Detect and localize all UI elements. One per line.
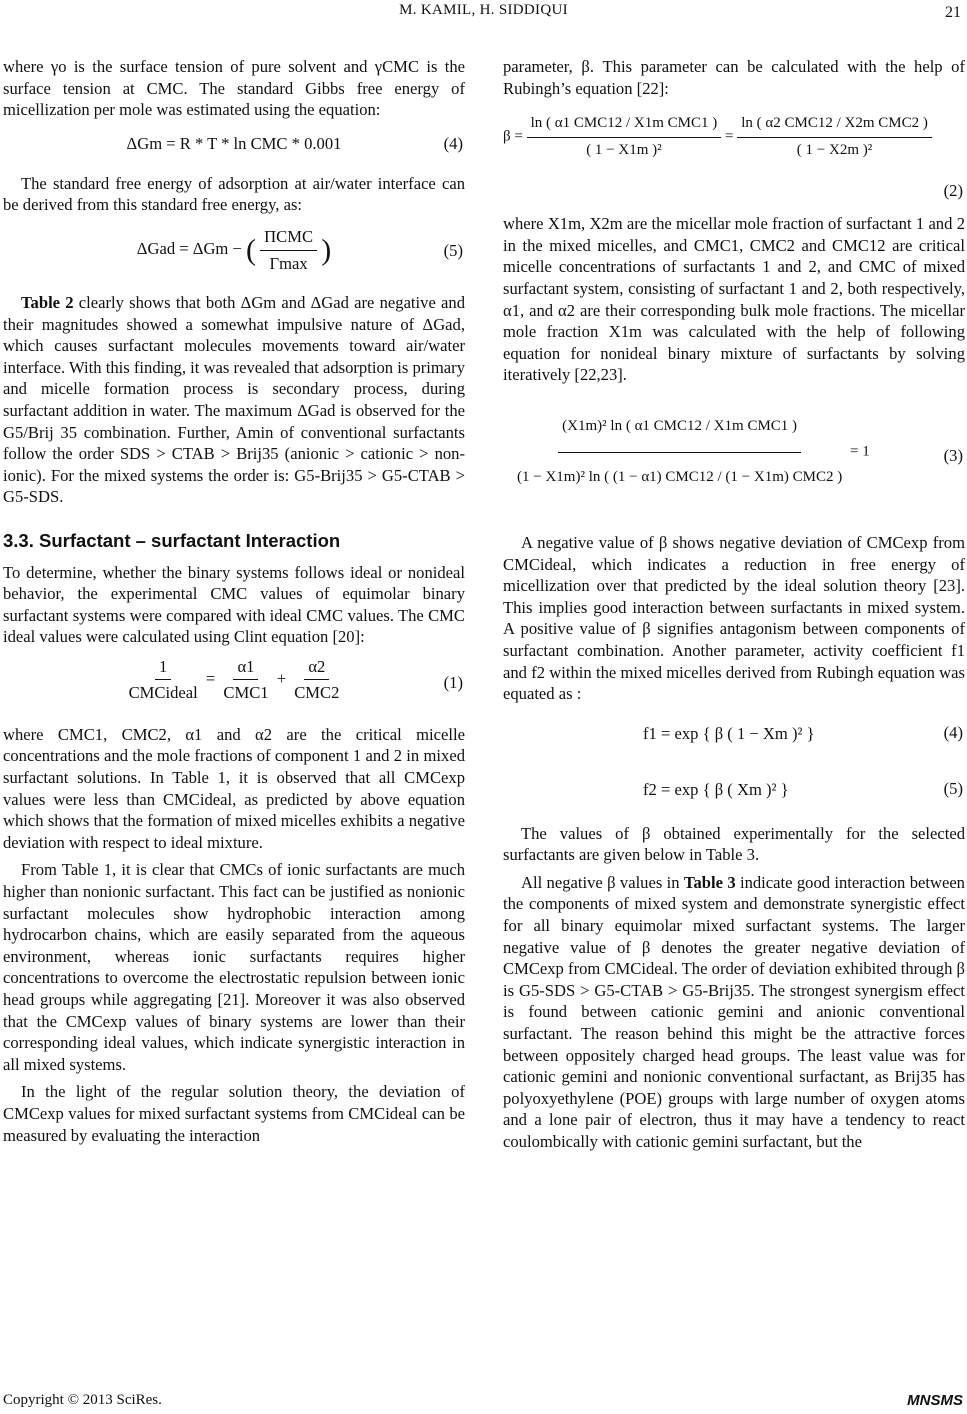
denominator: ( 1 − X2m )² (796, 141, 873, 158)
numerator: ln ( α2 CMC12 / X2m CMC2 ) (737, 113, 932, 138)
equation-number: (5) (443, 241, 463, 261)
equation-5: ΔGad = ΔGm − ( $\frac{\text{ΠCMC}}{\Gamma\max}$ ) (5) (136, 226, 463, 273)
fraction (527, 113, 722, 161)
equation-number: (4) (943, 722, 963, 742)
equation-1: $\frac{1}{\text{CMCideal}}$ = $\frac{\alpha 1}{\text{CMC1}}$ + $\frac{\alpha 2}{\text{CMC2}}$ (1) (3, 654, 465, 712)
denominator: CMCideal (128, 683, 198, 703)
paragraph (503, 872, 965, 1153)
table-ref: Table 2 (21, 292, 74, 312)
equation-number: (3) (943, 446, 963, 466)
equation-2: β = $\frac{\text{ln ( α1 CMC12 / X1m CMC1 )}}{\text{( 1 − X1m )²}}$ = $\frac{\text{ln ( α2 CMC12 / X2m CMC2 )}}{\text{( 1 − X2m )²}}$ (2) (503, 115, 963, 200)
equation-4-activity (503, 711, 965, 755)
equation-body: f1 = exp { β ( 1 − Xm )² } (643, 723, 815, 743)
fraction (290, 656, 343, 704)
numerator: α1 (233, 656, 258, 681)
paragraph: In the light of the regular solution theory, the deviation of CMCexp values for mixed surfactant systems from CMCideal can be measured by evaluating the interaction (3, 1082, 465, 1145)
journal-name: MNSMS (907, 1392, 963, 1409)
denominator: ( 1 − X1m )² (586, 141, 662, 158)
paragraph-text: All negative β values in (521, 872, 684, 892)
fraction (125, 656, 202, 704)
table-ref: Table 3 (683, 872, 736, 892)
numerator: ln ( α1 CMC12 / X1m CMC1 ) (527, 113, 722, 138)
equation-number: (1) (443, 673, 463, 693)
paragraph: A negative value of β shows negative deviation of CMCexp from CMCideal, which indicates a reduction in free energy of micellization over that predicted by the ideal solution theory [23]. This implies good interaction between surfactants in mixed system. A positive value of β signifies antagonism between components of surfactant combination. Another parameter, activity coefficient f1 and f2 within the mixed micelles derived from Rubingh equation was equated as : (503, 532, 965, 704)
equation-3 (503, 392, 965, 520)
paragraph: From Table 1, it is clear that CMCs of ionic surfactants are much higher than nonionic surfactant. This fact can be justified as nonionic surfactant molecules show hydrophobic interaction among hydrocarbon chains, which are easily separated from the aqueous environment, whereas ionic surfactants requires higher concentrations to overcome the electrostatic repulsion between ionic head groups while aggregating [21]. Moreover it was also observed that the CMCexp values of binary systems are lower than their corresponding ideal values, which indicate synergistic interaction in all mixed systems. (3, 860, 465, 1074)
equation-number: (5) (943, 778, 963, 798)
paragraph: The values of β obtained experimentally for the selected surfactants are given below in Table 3. (503, 823, 965, 865)
equation-rhs: = 1 (849, 443, 870, 460)
equation-lhs: ΔGad = ΔGm − (136, 238, 242, 258)
paragraph: where X1m, X2m are the micellar mole fraction of surfactant 1 and 2 in the mixed micelles, and CMC1, CMC2 and CMC12 are critical micelle concentrations of surfactants 1 and 2, and CMC of mixed surfactant system, consisting of surfactant 1 and 2, both respectively, α1, and α2 are their corresponding bulk mole fractions. The micellar mole fraction X1m was calculated with the help of following equation for nonideal binary mixture of surfactants by solving iteratively [22,23]. (503, 214, 965, 385)
equation-5-activity (503, 767, 965, 811)
paragraph: where CMC1, CMC2, α1 and α2 are the critical micelle concentrations and the mole fractions of component 1 and 2 in mixed surfactant solutions. In Table 1, it is observed that all CMCexp values were less than CMCideal, as predicted by above equation which shows that the formation of mixed micelles exhibits a negative deviation with respect to ideal mixture. (3, 724, 465, 852)
denominator: Γmax (269, 253, 308, 273)
numerator: (X1m)² ln ( α1 CMC12 / X1m CMC1 ) (558, 416, 801, 453)
paragraph: The standard free energy of adsorption at air/water interface can be derived from this standard free energy, as: (3, 173, 465, 215)
equation-lhs: β = (503, 128, 523, 145)
paragraph-text: clearly shows that both ΔGm and ΔGad are negative and their magnitudes showed a somewhat impulsive nature of ΔGad, which causes surfactant molecules movements toward air/water interface. With this finding, it was revealed that adsorption is primary and micelle formation process is secondary process, during surfactant addition in water. The maximum ΔGad is observed for the G5/Brij 35 combination. Further, Amin of conventional surfactants follow the order SDS > CTAB > Brij35 (anionic > cationic > non-ionic). For the mixed systems the order is: G5-Brij35 > G5-CTAB > G5-SDS. (3, 292, 465, 507)
denominator: CMC1 (223, 683, 269, 703)
fraction (219, 656, 272, 704)
numerator: α2 (304, 656, 329, 681)
section-heading: 3.3. Surfactant – surfactant Interaction (3, 529, 341, 551)
right-column (503, 56, 965, 1159)
equation-4 (3, 127, 465, 161)
paragraph: To determine, whether the binary systems follows ideal or nonideal behavior, the experimental CMC values of equimolar binary surfactant systems were compared with ideal CMC values. The CMC ideal values were calculated using Clint equation [20]: (3, 562, 465, 647)
paragraph: parameter, β. This parameter can be calculated with the help of Rubingh’s equation [22]: (503, 57, 965, 98)
denominator: CMC2 (294, 683, 340, 703)
equation-number: (4) (443, 133, 463, 153)
paragraph: where γo is the surface tension of pure solvent and γCMC is the surface tension at CMC. The standard Gibbs free energy of micellization per mole was estimated using the equation: (3, 57, 465, 120)
paragraph (3, 292, 465, 508)
left-column (3, 56, 465, 1152)
fraction (260, 226, 317, 274)
equation-number: (2) (943, 180, 963, 200)
equation-body: f2 = exp { β ( Xm )² } (643, 779, 789, 799)
fraction (737, 113, 932, 161)
numerator: 1 (155, 656, 171, 681)
running-header: M. KAMIL, H. SIDDIQUI (399, 2, 568, 18)
copyright: Copyright © 2013 SciRes. (3, 1392, 162, 1408)
page-number: 21 (945, 4, 961, 21)
equation-body: ΔGm = R * T * ln CMC * 0.001 (126, 133, 342, 153)
paragraph-text: indicate good interaction between the components of mixed system and demonstrate synergistic effect for all binary equimolar mixed surfactant systems. The larger negative value of β denotes the greater negative deviation of CMCexp from CMCideal. The order of deviation exhibited through β is G5-SDS > G5-CTAB > G5-Brij35. The strongest synergism effect is found between cationic gemini and anionic conventional surfactant. The reason behind this might be the attractive forces between oppositely charged head groups. The least value was for cationic gemini and nonionic conventional surfactant, as Brij35 has polyoxyethylene (POE) groups with large number of oxygen atoms and a lone pair of electron, thus it may have a tendency to react coulombically with cationic gemini surfactant, but the (503, 872, 965, 1151)
denominator: (1 − X1m)² ln ( (1 − α1) CMC12 / (1 − X1m) CMC2 ) (517, 468, 843, 485)
fraction (513, 416, 846, 488)
numerator: ΠCMC (260, 226, 317, 251)
